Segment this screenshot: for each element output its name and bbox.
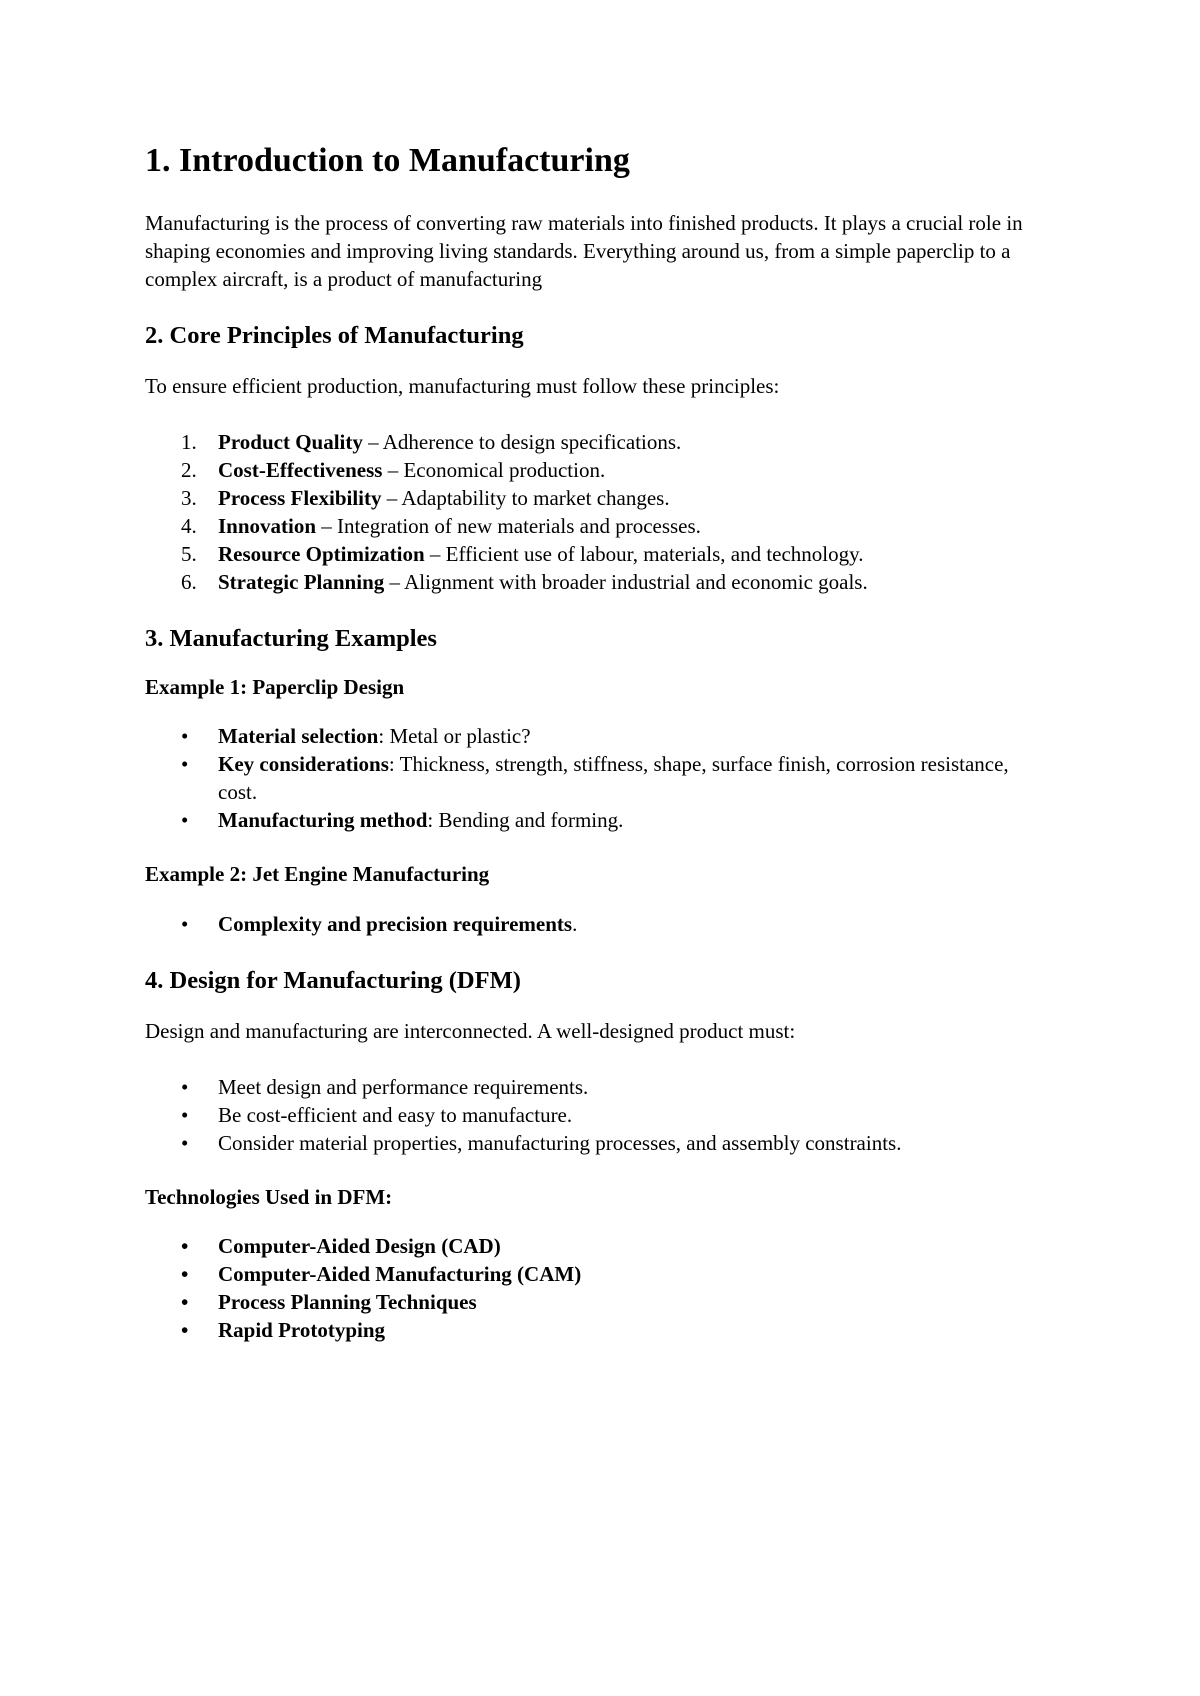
bullet-icon: • — [181, 724, 189, 749]
section-heading-dfm: 4. Design for Manufacturing (DFM) — [145, 966, 521, 994]
list-item — [181, 484, 1045, 512]
list-item-desc: – Efficient use of labour, materials, and technology. — [424, 541, 864, 566]
list-item — [181, 1288, 1045, 1316]
bullet-icon: • — [181, 1131, 189, 1156]
list-item — [181, 1129, 1045, 1157]
bullet-icon: • — [181, 1262, 189, 1287]
dfm-tech-heading: Technologies Used in DFM: — [145, 1185, 393, 1210]
bullet-icon: • — [181, 752, 189, 777]
section-heading-principles: 2. Core Principles of Manufacturing — [145, 321, 524, 349]
list-item-desc: – Alignment with broader industrial and economic goals. — [384, 569, 868, 594]
list-item — [181, 1101, 1045, 1129]
dfm-tech-list — [145, 1232, 1045, 1344]
bullet-icon: • — [181, 911, 189, 936]
list-item-text: Meet design and performance requirements. — [218, 1075, 589, 1100]
list-item-text: Computer-Aided Design (CAD) — [218, 1234, 501, 1259]
list-item — [181, 540, 1045, 568]
list-item — [181, 750, 1045, 806]
bullet-icon: • — [181, 1075, 189, 1100]
list-item-term: Complexity and precision requirements — [218, 911, 573, 936]
list-item-desc: : Bending and forming. — [427, 808, 624, 833]
bullet-icon: • — [181, 1290, 189, 1315]
example2-list — [145, 910, 1045, 938]
bullet-icon: • — [181, 1103, 189, 1128]
list-item — [181, 722, 1045, 750]
bullet-icon: • — [181, 1318, 189, 1343]
example2-heading: Example 2: Jet Engine Manufacturing — [145, 862, 490, 887]
list-item-term: Material selection — [218, 724, 379, 749]
list-item-term: Process Flexibility — [218, 485, 382, 510]
list-number: 6. — [181, 569, 197, 594]
list-item-desc: : Thickness, strength, stiffness, shape, surface finish, corrosion resistance, cost. — [218, 752, 1009, 805]
list-item — [181, 1073, 1045, 1101]
list-number: 5. — [181, 541, 197, 566]
document-page — [145, 140, 1045, 1372]
dfm-list — [145, 1073, 1045, 1157]
list-item-desc: – Economical production. — [382, 457, 606, 482]
list-item-text: Consider material properties, manufacturing processes, and assembly constraints. — [218, 1131, 902, 1156]
example1-list — [145, 722, 1045, 834]
list-item — [181, 568, 1045, 596]
list-number: 4. — [181, 513, 197, 538]
list-item — [181, 910, 1045, 938]
principles-paragraph: To ensure efficient production, manufacturing must follow these principles: — [145, 373, 780, 398]
list-item-desc: – Integration of new materials and processes. — [316, 513, 701, 538]
list-item-term: Key considerations — [218, 752, 389, 777]
list-item — [181, 1316, 1045, 1344]
list-item-desc: – Adaptability to market changes. — [381, 485, 670, 510]
list-item-term: Strategic Planning — [218, 569, 385, 594]
list-item — [181, 512, 1045, 540]
list-item — [181, 456, 1045, 484]
list-number: 3. — [181, 485, 197, 510]
list-item-term: Cost-Effectiveness — [218, 457, 383, 482]
list-item-text: Be cost-efficient and easy to manufacture. — [218, 1103, 573, 1128]
list-item — [181, 1260, 1045, 1288]
list-item-text: Rapid Prototyping — [218, 1318, 386, 1343]
list-item-term: Product Quality — [218, 429, 363, 454]
list-item-text: Process Planning Techniques — [218, 1290, 477, 1315]
list-number: 1. — [181, 429, 197, 454]
bullet-icon: • — [181, 808, 189, 833]
list-item — [181, 806, 1045, 834]
list-number: 2. — [181, 457, 197, 482]
bullet-icon: • — [181, 1234, 189, 1259]
list-item-term: Resource Optimization — [218, 541, 425, 566]
list-item — [181, 428, 1045, 456]
list-item-desc: . — [572, 911, 578, 936]
list-item-desc: : Metal or plastic? — [378, 724, 531, 749]
section-heading-intro: 1. Introduction to Manufacturing — [145, 142, 630, 179]
list-item-text: Computer-Aided Manufacturing (CAM) — [218, 1262, 582, 1287]
list-item — [181, 1232, 1045, 1260]
section-heading-examples: 3. Manufacturing Examples — [145, 624, 437, 652]
dfm-paragraph: Design and manufacturing are interconnected. A well-designed product must: — [145, 1019, 796, 1044]
list-item-term: Manufacturing method — [218, 808, 428, 833]
principles-list — [145, 428, 1045, 596]
example1-heading: Example 1: Paperclip Design — [145, 675, 405, 700]
list-item-term: Innovation — [218, 513, 317, 538]
intro-paragraph: Manufacturing is the process of converting raw materials into finished products. It plays a crucial role in shaping economies and improving living standards. Everything around us, from a simple paperclip to a complex aircraft, is a product of manufacturing — [145, 210, 1023, 291]
list-item-desc: – Adherence to design specifications. — [362, 429, 682, 454]
